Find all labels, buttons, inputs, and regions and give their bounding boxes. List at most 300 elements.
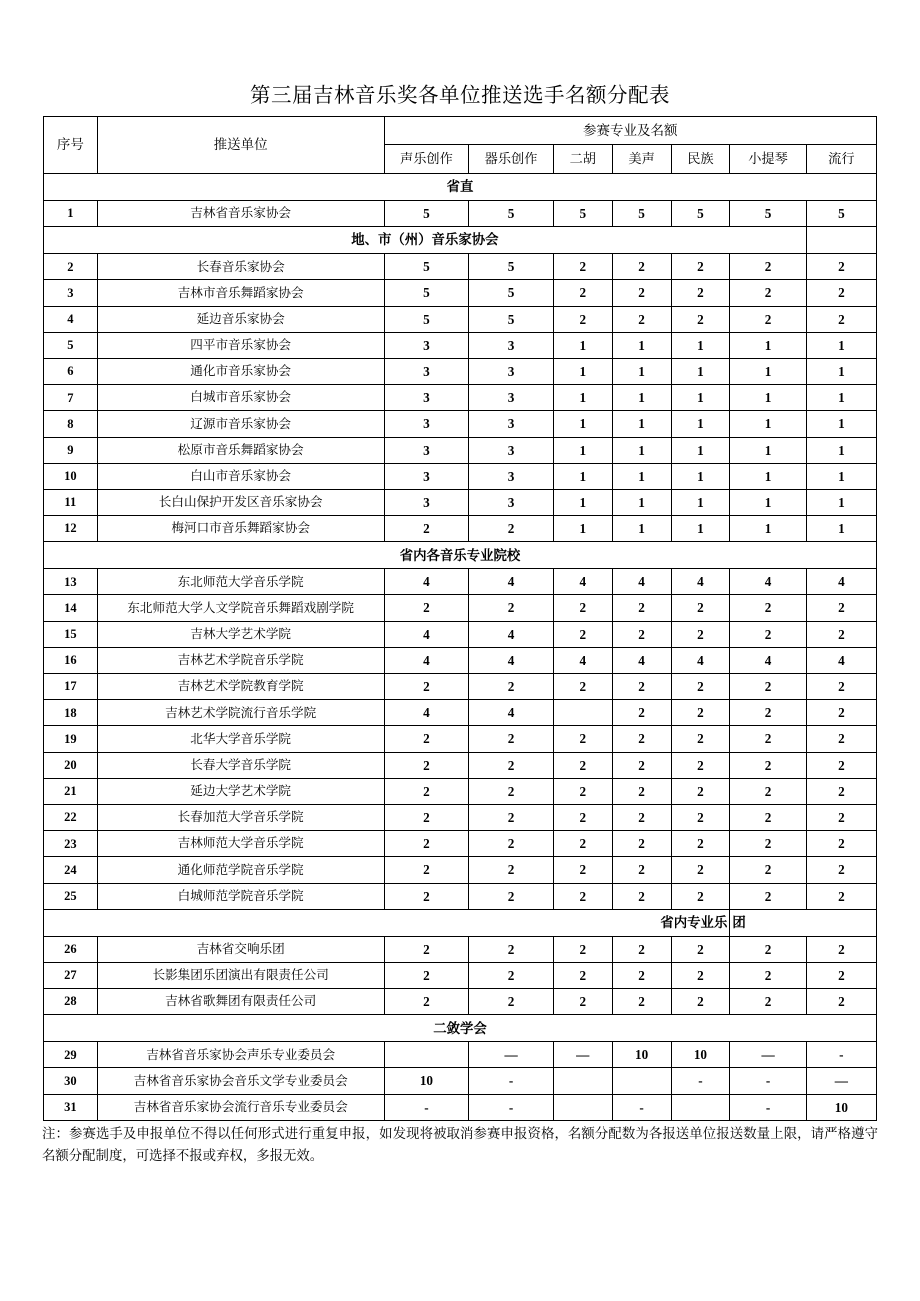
row-unit-name: 东北师范大学音乐学院 [97,569,384,595]
row-quota-4: 1 [612,463,671,489]
table-row [44,962,877,988]
section-header-row [44,542,877,569]
row-unit-name: 白山市音乐家协会 [97,463,384,489]
row-quota-7: 1 [806,463,876,489]
section-filler-cell [806,227,876,254]
row-quota-4: 1 [612,437,671,463]
row-quota-2: 4 [469,700,554,726]
row-quota-2: 5 [469,201,554,227]
table-row [44,595,877,621]
row-quota-6: 2 [730,752,806,778]
row-quota-4: 4 [612,647,671,673]
row-quota-5: 2 [671,883,730,909]
row-quota-5: 10 [671,1042,730,1068]
row-quota-5: 2 [671,280,730,306]
row-unit-name: 梅河口市音乐舞蹈家协会 [97,516,384,542]
table-row [44,280,877,306]
row-quota-2: 2 [469,804,554,830]
row-index: 31 [44,1094,98,1120]
row-quota-7: 4 [806,647,876,673]
row-index: 5 [44,332,98,358]
row-quota-3: 1 [553,463,612,489]
row-quota-5: 2 [671,804,730,830]
row-quota-7: 2 [806,700,876,726]
row-quota-6: 2 [730,306,806,332]
row-quota-1: 5 [384,280,469,306]
row-quota-2: 2 [469,752,554,778]
header-major-6: 小提琴 [730,145,806,174]
row-quota-4: 2 [612,804,671,830]
row-quota-5: 2 [671,962,730,988]
table-row [44,700,877,726]
row-quota-1: 2 [384,962,469,988]
row-quota-4: 2 [612,700,671,726]
row-quota-7: 1 [806,385,876,411]
table-row [44,674,877,700]
row-quota-5: 2 [671,306,730,332]
row-quota-2: 3 [469,358,554,384]
row-quota-3: 2 [553,883,612,909]
table-row [44,883,877,909]
row-quota-1: 3 [384,411,469,437]
row-quota-1: 2 [384,595,469,621]
row-quota-4: 10 [612,1042,671,1068]
row-quota-4: 2 [612,936,671,962]
section-label: 省直 [44,174,877,201]
row-quota-5: 1 [671,358,730,384]
row-quota-7: - [806,1042,876,1068]
row-quota-6: - [730,1068,806,1094]
row-quota-5: 2 [671,989,730,1015]
row-quota-4: 1 [612,358,671,384]
row-quota-2: - [469,1094,554,1120]
row-quota-5: 2 [671,857,730,883]
row-quota-4: 2 [612,595,671,621]
row-quota-7: 2 [806,621,876,647]
section-label: 省内专业乐 [44,909,730,936]
row-quota-1: 2 [384,726,469,752]
row-quota-7: 1 [806,411,876,437]
row-quota-2: 2 [469,883,554,909]
table-row [44,201,877,227]
row-quota-4: 2 [612,831,671,857]
table-row [44,621,877,647]
table-row [44,804,877,830]
row-quota-3: 2 [553,962,612,988]
table-row [44,752,877,778]
row-quota-7: — [806,1068,876,1094]
row-index: 14 [44,595,98,621]
row-unit-name: 四平市音乐家协会 [97,332,384,358]
row-quota-1: 4 [384,569,469,595]
row-index: 18 [44,700,98,726]
row-index: 9 [44,437,98,463]
row-quota-3: 1 [553,411,612,437]
row-quota-1: 3 [384,358,469,384]
row-quota-6: 2 [730,254,806,280]
header-major-5: 民族 [671,145,730,174]
row-quota-3: 4 [553,647,612,673]
row-quota-6: 1 [730,437,806,463]
table-row [44,569,877,595]
row-quota-1: 4 [384,700,469,726]
row-index: 1 [44,201,98,227]
row-quota-6: 2 [730,700,806,726]
table-row [44,437,877,463]
row-unit-name: 吉林市音乐舞蹈家协会 [97,280,384,306]
row-quota-6: 1 [730,489,806,515]
row-quota-3: 2 [553,280,612,306]
row-quota-5: 2 [671,831,730,857]
table-row [44,1094,877,1120]
row-quota-7: 2 [806,883,876,909]
row-quota-3: — [553,1042,612,1068]
row-quota-5: 2 [671,936,730,962]
row-quota-1: 5 [384,306,469,332]
row-quota-4: 1 [612,411,671,437]
row-index: 16 [44,647,98,673]
row-quota-2: 2 [469,778,554,804]
table-row [44,358,877,384]
row-index: 20 [44,752,98,778]
row-unit-name: 长春大学音乐学院 [97,752,384,778]
row-quota-1: 4 [384,621,469,647]
row-quota-2: 3 [469,411,554,437]
row-quota-1: 3 [384,489,469,515]
row-quota-5: 1 [671,463,730,489]
header-major-1: 声乐创作 [384,145,469,174]
row-quota-2: 3 [469,332,554,358]
row-quota-6: 2 [730,989,806,1015]
section-label: 省内各音乐专业院校 [44,542,877,569]
row-quota-3: 1 [553,385,612,411]
row-unit-name: 延边音乐家协会 [97,306,384,332]
row-quota-6: 1 [730,463,806,489]
row-quota-6: — [730,1042,806,1068]
row-quota-1: 5 [384,201,469,227]
row-quota-2: - [469,1068,554,1094]
section-header-row [44,909,877,936]
row-quota-1: - [384,1094,469,1120]
row-quota-7: 2 [806,936,876,962]
row-unit-name: 吉林艺术学院流行音乐学院 [97,700,384,726]
row-unit-name: 吉林大学艺术学院 [97,621,384,647]
quota-allocation-table [43,116,877,1121]
row-quota-4: 2 [612,621,671,647]
row-quota-3: 2 [553,306,612,332]
row-quota-5: 2 [671,700,730,726]
header-major-7: 流行 [806,145,876,174]
row-quota-6: 2 [730,280,806,306]
table-header-row-top [44,117,877,145]
row-quota-6: 2 [730,857,806,883]
table-row [44,254,877,280]
row-unit-name: 长白山保护开发区音乐家协会 [97,489,384,515]
table-row [44,831,877,857]
row-index: 7 [44,385,98,411]
row-quota-6: 1 [730,516,806,542]
row-quota-7: 2 [806,962,876,988]
row-quota-2: 2 [469,857,554,883]
section-label: 地、市（州）音乐家协会 [44,227,807,254]
row-quota-4: 2 [612,752,671,778]
table-row [44,306,877,332]
row-quota-3 [553,1068,612,1094]
row-index: 24 [44,857,98,883]
row-quota-4: 2 [612,674,671,700]
row-index: 17 [44,674,98,700]
row-quota-4: 2 [612,989,671,1015]
row-quota-4: 2 [612,280,671,306]
row-quota-1: 3 [384,463,469,489]
row-quota-4: 2 [612,962,671,988]
row-quota-1 [384,1042,469,1068]
row-quota-6: 4 [730,569,806,595]
row-index: 12 [44,516,98,542]
row-quota-7: 2 [806,280,876,306]
row-quota-3: 2 [553,752,612,778]
section-label-cont: 团 [730,909,877,936]
row-quota-1: 3 [384,332,469,358]
table-row [44,489,877,515]
row-quota-3: 2 [553,831,612,857]
row-quota-1: 3 [384,437,469,463]
row-index: 23 [44,831,98,857]
row-quota-3: 2 [553,989,612,1015]
row-quota-4 [612,1068,671,1094]
row-quota-1: 2 [384,857,469,883]
row-quota-2: 3 [469,385,554,411]
row-quota-2: 2 [469,831,554,857]
table-row [44,726,877,752]
row-unit-name: 长影集团乐团演出有限责任公司 [97,962,384,988]
row-quota-6: 1 [730,358,806,384]
row-quota-6: 2 [730,621,806,647]
row-quota-3: 2 [553,674,612,700]
row-quota-7: 1 [806,358,876,384]
row-quota-3: 1 [553,332,612,358]
table-row [44,463,877,489]
row-quota-2: 3 [469,437,554,463]
row-quota-4: 1 [612,489,671,515]
row-quota-3: 2 [553,936,612,962]
row-unit-name: 吉林省音乐家协会 [97,201,384,227]
row-unit-name: 辽源市音乐家协会 [97,411,384,437]
row-quota-6: 2 [730,936,806,962]
row-quota-1: 2 [384,516,469,542]
row-quota-2: 2 [469,595,554,621]
row-quota-5: 2 [671,674,730,700]
row-quota-3 [553,1094,612,1120]
row-quota-4: 1 [612,516,671,542]
row-quota-3 [553,700,612,726]
row-quota-6: 1 [730,411,806,437]
row-index: 3 [44,280,98,306]
row-quota-7: 1 [806,332,876,358]
header-unit: 推送单位 [97,117,384,174]
table-row [44,1068,877,1094]
row-quota-4: 2 [612,306,671,332]
row-quota-2: 3 [469,489,554,515]
row-index: 22 [44,804,98,830]
row-index: 21 [44,778,98,804]
row-quota-7: 2 [806,595,876,621]
row-quota-4: 2 [612,857,671,883]
row-unit-name: 吉林省音乐家协会流行音乐专业委员会 [97,1094,384,1120]
row-quota-7: 1 [806,516,876,542]
row-quota-2: 4 [469,621,554,647]
table-row [44,647,877,673]
row-quota-5: - [671,1068,730,1094]
row-unit-name: 吉林艺术学院音乐学院 [97,647,384,673]
row-quota-1: 2 [384,883,469,909]
row-quota-6: 2 [730,674,806,700]
row-index: 13 [44,569,98,595]
header-major-3: 二胡 [553,145,612,174]
table-row [44,332,877,358]
row-quota-4: 2 [612,254,671,280]
row-quota-3: 4 [553,569,612,595]
row-quota-3: 1 [553,358,612,384]
row-unit-name: 延边大学艺术学院 [97,778,384,804]
row-quota-1: 2 [384,831,469,857]
row-unit-name: 东北师范大学人文学院音乐舞蹈戏剧学院 [97,595,384,621]
row-unit-name: 北华大学音乐学院 [97,726,384,752]
row-quota-7: 2 [806,857,876,883]
section-header-row [44,227,877,254]
row-quota-3: 2 [553,857,612,883]
row-quota-2: 4 [469,569,554,595]
row-quota-2: 5 [469,306,554,332]
row-quota-1: 2 [384,752,469,778]
row-quota-7: 1 [806,437,876,463]
row-index: 28 [44,989,98,1015]
row-quota-2: 2 [469,674,554,700]
row-quota-1: 10 [384,1068,469,1094]
row-quota-6: 1 [730,385,806,411]
row-quota-1: 4 [384,647,469,673]
row-unit-name: 白城市音乐家协会 [97,385,384,411]
row-unit-name: 通化师范学院音乐学院 [97,857,384,883]
row-unit-name: 长春加范大学音乐学院 [97,804,384,830]
header-major-2: 器乐创作 [469,145,554,174]
row-quota-3: 2 [553,254,612,280]
row-unit-name: 吉林省歌舞团有限责任公司 [97,989,384,1015]
row-quota-4: 4 [612,569,671,595]
row-quota-2: 3 [469,463,554,489]
row-quota-7: 1 [806,489,876,515]
row-index: 25 [44,883,98,909]
row-quota-2: 2 [469,726,554,752]
row-quota-6: 2 [730,726,806,752]
row-unit-name: 吉林省音乐家协会声乐专业委员会 [97,1042,384,1068]
row-quota-5: 1 [671,489,730,515]
row-quota-5: 4 [671,569,730,595]
row-quota-7: 2 [806,989,876,1015]
row-quota-2: 2 [469,962,554,988]
row-unit-name: 长春音乐家协会 [97,254,384,280]
row-quota-7: 2 [806,726,876,752]
table-row [44,857,877,883]
row-quota-3: 1 [553,489,612,515]
row-quota-3: 2 [553,778,612,804]
row-quota-1: 2 [384,989,469,1015]
table-row [44,516,877,542]
row-quota-2: 5 [469,254,554,280]
row-quota-2: 5 [469,280,554,306]
section-label: 二敛学会 [44,1015,877,1042]
row-unit-name: 通化市音乐家协会 [97,358,384,384]
row-quota-1: 2 [384,674,469,700]
row-quota-7: 2 [806,254,876,280]
row-index: 11 [44,489,98,515]
row-quota-6: 2 [730,595,806,621]
row-quota-5: 5 [671,201,730,227]
row-quota-1: 5 [384,254,469,280]
footer-note: 注：参赛选手及申报单位不得以任何形式进行重复申报，如发现将被取消参赛申报资格，名额分配数为各报送单位报送数量上限，请严格遵守名额分配制度，可选择不报或弃权，多报无效。 [42,1125,878,1163]
row-unit-name: 吉林艺术学院教育学院 [97,674,384,700]
row-quota-4: 1 [612,332,671,358]
row-quota-3: 2 [553,804,612,830]
row-quota-5: 2 [671,778,730,804]
row-index: 4 [44,306,98,332]
row-quota-6: 2 [730,778,806,804]
row-quota-5: 1 [671,332,730,358]
row-index: 6 [44,358,98,384]
page-title: 第三届吉林音乐奖各单位推送选手名额分配表 [250,85,670,107]
row-quota-5: 2 [671,254,730,280]
row-quota-7: 5 [806,201,876,227]
row-index: 15 [44,621,98,647]
row-index: 26 [44,936,98,962]
row-quota-5: 1 [671,437,730,463]
row-index: 2 [44,254,98,280]
row-quota-1: 3 [384,385,469,411]
table-row [44,385,877,411]
row-quota-3: 5 [553,201,612,227]
row-quota-4: - [612,1094,671,1120]
row-quota-6: 2 [730,831,806,857]
table-row [44,1042,877,1068]
row-quota-6: 2 [730,962,806,988]
row-quota-7: 2 [806,778,876,804]
row-quota-5: 2 [671,621,730,647]
row-quota-5: 2 [671,726,730,752]
row-quota-6: 2 [730,883,806,909]
row-quota-2: 2 [469,936,554,962]
row-quota-5: 1 [671,411,730,437]
row-unit-name: 白城师范学院音乐学院 [97,883,384,909]
row-unit-name: 松原市音乐舞蹈家协会 [97,437,384,463]
row-quota-4: 2 [612,883,671,909]
row-quota-1: 2 [384,778,469,804]
header-index: 序号 [44,117,98,174]
row-quota-1: 2 [384,936,469,962]
row-unit-name: 吉林省交响乐团 [97,936,384,962]
row-quota-3: 2 [553,595,612,621]
row-quota-6: - [730,1094,806,1120]
row-index: 27 [44,962,98,988]
row-quota-5: 2 [671,752,730,778]
row-quota-7: 2 [806,804,876,830]
row-quota-4: 2 [612,778,671,804]
row-quota-3: 2 [553,621,612,647]
header-major-4: 美声 [612,145,671,174]
row-quota-1: 2 [384,804,469,830]
row-quota-5: 2 [671,595,730,621]
row-quota-7: 4 [806,569,876,595]
row-quota-2: — [469,1042,554,1068]
